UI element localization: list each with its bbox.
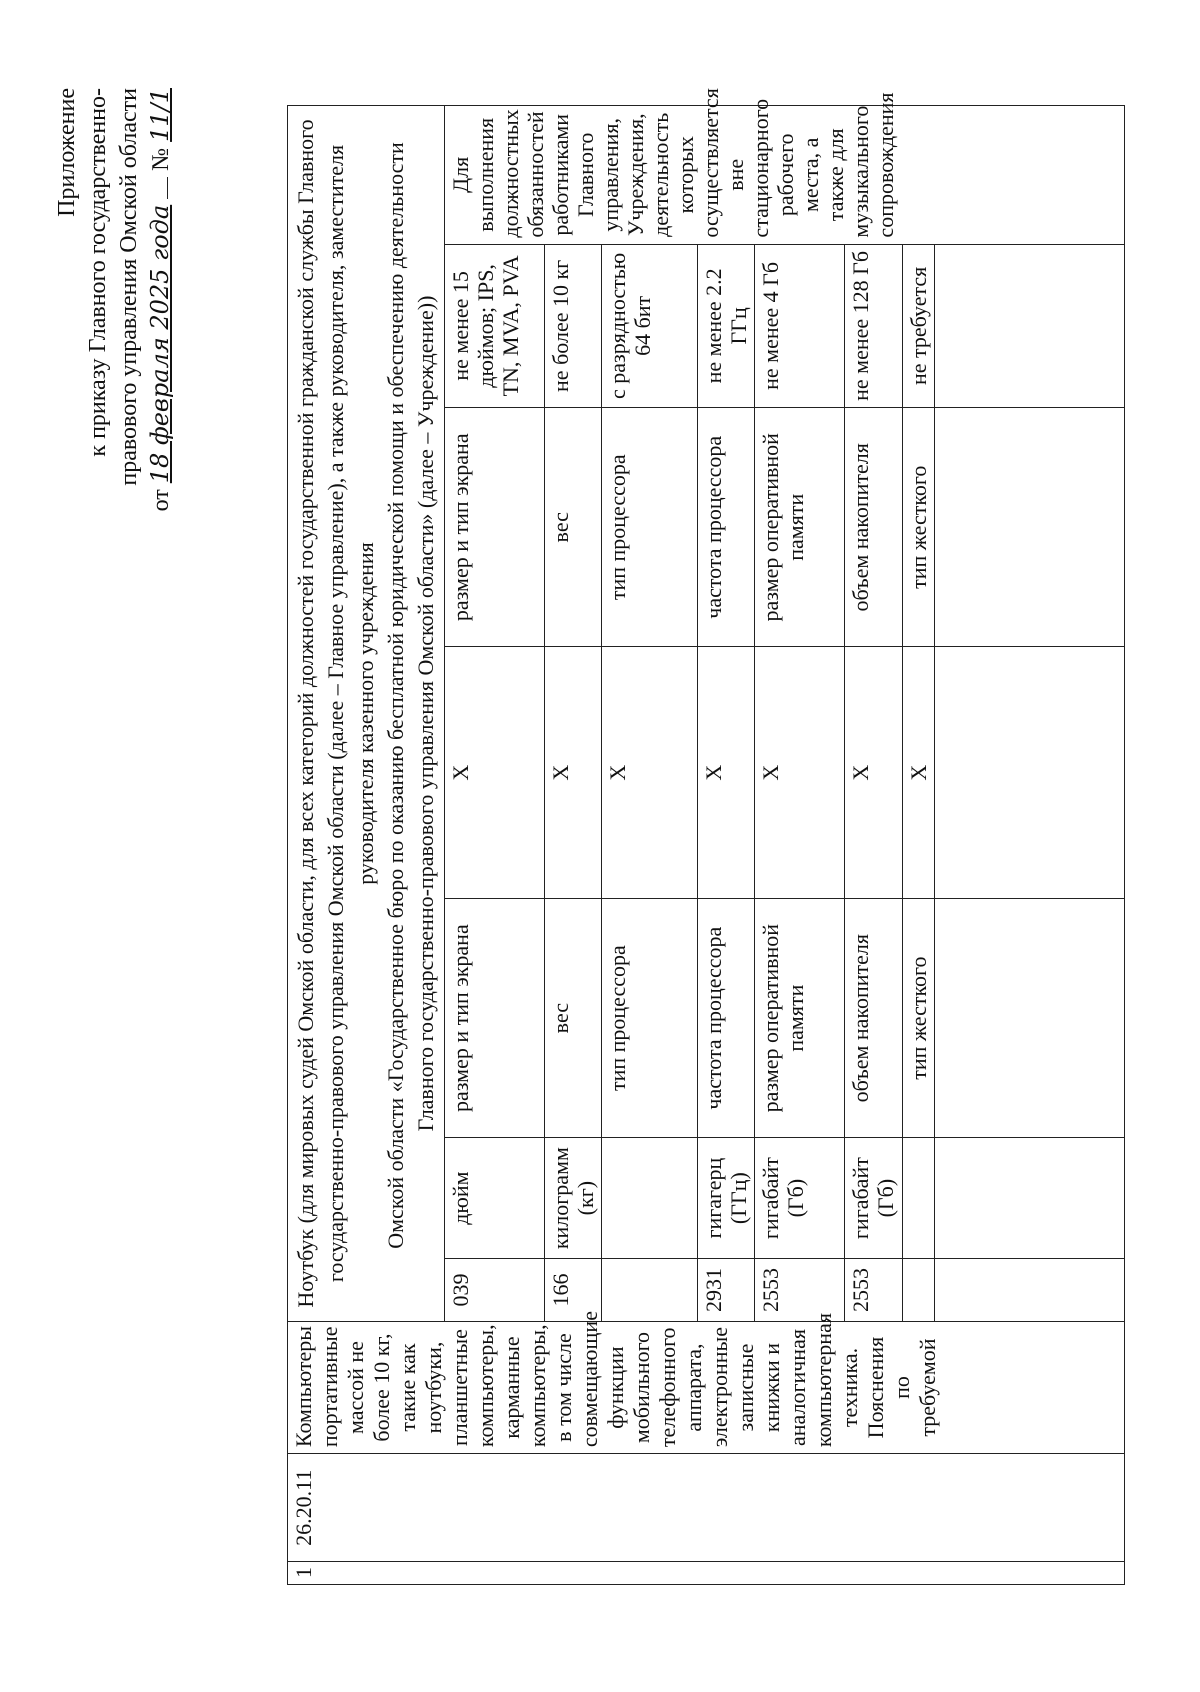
order-date-number-line [145, 88, 177, 511]
characteristic-name: размер оперативной памяти [755, 899, 845, 1138]
okei-code: 039 [445, 1259, 545, 1322]
product-name: Компьютеры портативные массой не более 10 кг, такие как ноутбуки, планшетные компьютеры, карманные компьютеры, в том числе совмещающие функции мобильного телефонного аппарата, электронные записные книжки и аналогичная компьютерная техника. Пояснения по требуемой [288, 1321, 1125, 1453]
characteristic-value-2: не менее 2.2 ГГц [698, 244, 755, 408]
position-category [288, 106, 445, 1322]
characteristic-name: объем накопителя [845, 899, 903, 1138]
unit-name: дюйм [445, 1138, 545, 1259]
order-reference-line: к приказу Главного государственно- [85, 88, 111, 457]
characteristic-name-2: тип жесткого [903, 408, 935, 647]
characteristic-name-2: вес [545, 408, 602, 647]
okei-code: 2553 [845, 1259, 903, 1322]
category-row [288, 106, 445, 1585]
unit-name: гигабайт (Гб) [755, 1138, 845, 1259]
characteristic-name-2: размер и тип экрана [445, 408, 545, 647]
underline-blank [167, 177, 168, 199]
justification: Для выполнения должностных обязанностей работниками Главного управления, Учреждения, деятельность которых осуществляется вне стационарного рабочего места, а также для музыкального сопровождения [445, 106, 1125, 245]
characteristic-name: тип процессора [602, 899, 698, 1138]
characteristic-name-2: тип процессора [602, 408, 698, 647]
row-index: 1 [288, 1562, 1125, 1585]
empty-cell [935, 899, 1125, 1138]
okei-code [602, 1259, 698, 1322]
empty-cell [935, 1259, 1125, 1322]
okei-code: 166 [545, 1259, 602, 1322]
organization-line: правового управления Омской области [116, 88, 142, 486]
characteristic-value-2: не более 10 кг [545, 244, 602, 408]
from-label: от [148, 489, 174, 512]
characteristic-value: X [602, 647, 698, 899]
okei-code: 2553 [755, 1259, 845, 1322]
characteristic-name: частота процессора [698, 899, 755, 1138]
handwritten-date: 18 февраля 2025 года [146, 204, 174, 484]
characteristic-value-2: с разрядностью 64 бит [602, 244, 698, 408]
category-text-2: Омской области «Государственное бюро по оказанию бесплатной юридической помощи и обеспечению деятельности Главного государственно-правового управления Омской области» (далее – Учреждение)) [383, 142, 438, 1249]
characteristic-value-2: не менее 15 дюймов; IPS, TN, MVA, PVA [445, 244, 545, 408]
characteristic-value-2: не требуется [903, 244, 935, 408]
appendix-title: Приложение [54, 88, 80, 217]
appendix-header [52, 88, 177, 511]
characteristic-value: X [545, 647, 602, 899]
okei-code: 2931 [698, 1259, 755, 1322]
characteristic-name-2: объем накопителя [845, 408, 903, 647]
characteristic-name: тип жесткого [903, 899, 935, 1138]
characteristic-name: вес [545, 899, 602, 1138]
characteristic-value: X [845, 647, 903, 899]
characteristic-value: X [445, 647, 545, 899]
empty-cell [935, 244, 1125, 408]
unit-name: гигабайт (Гб) [845, 1138, 903, 1259]
unit-name: килограмм (кг) [545, 1138, 602, 1259]
number-label: № [148, 147, 174, 171]
characteristic-name-2: размер оперативной памяти [755, 408, 845, 647]
empty-cell [935, 647, 1125, 899]
characteristic-value: X [698, 647, 755, 899]
handwritten-number: 11/1 [146, 88, 174, 142]
okei-code [903, 1259, 935, 1322]
unit-name: гигагерц (ГГц) [698, 1138, 755, 1259]
empty-cell [935, 1138, 1125, 1259]
characteristic-value-2: не менее 4 Гб [755, 244, 845, 408]
characteristic-value: X [903, 647, 935, 899]
unit-name [903, 1138, 935, 1259]
characteristic-value-2: не менее 128 Гб [845, 244, 903, 408]
empty-cell [935, 408, 1125, 647]
category-text-1: Ноутбук (для мировых судей Омской области, для всех категорий должностей государственной гражданской службы Главного государственно-правового управления Омской области (далее – Главное управление), а также руководителя, заместителя руководителя казенного учреждения [293, 119, 378, 1308]
okpd2-code: 26.20.11 [288, 1454, 1125, 1562]
unit-name [602, 1138, 698, 1259]
characteristic-value: X [755, 647, 845, 899]
characteristic-name: размер и тип экрана [445, 899, 545, 1138]
characteristic-name-2: частота процессора [698, 408, 755, 647]
requirements-table [287, 88, 1125, 1585]
